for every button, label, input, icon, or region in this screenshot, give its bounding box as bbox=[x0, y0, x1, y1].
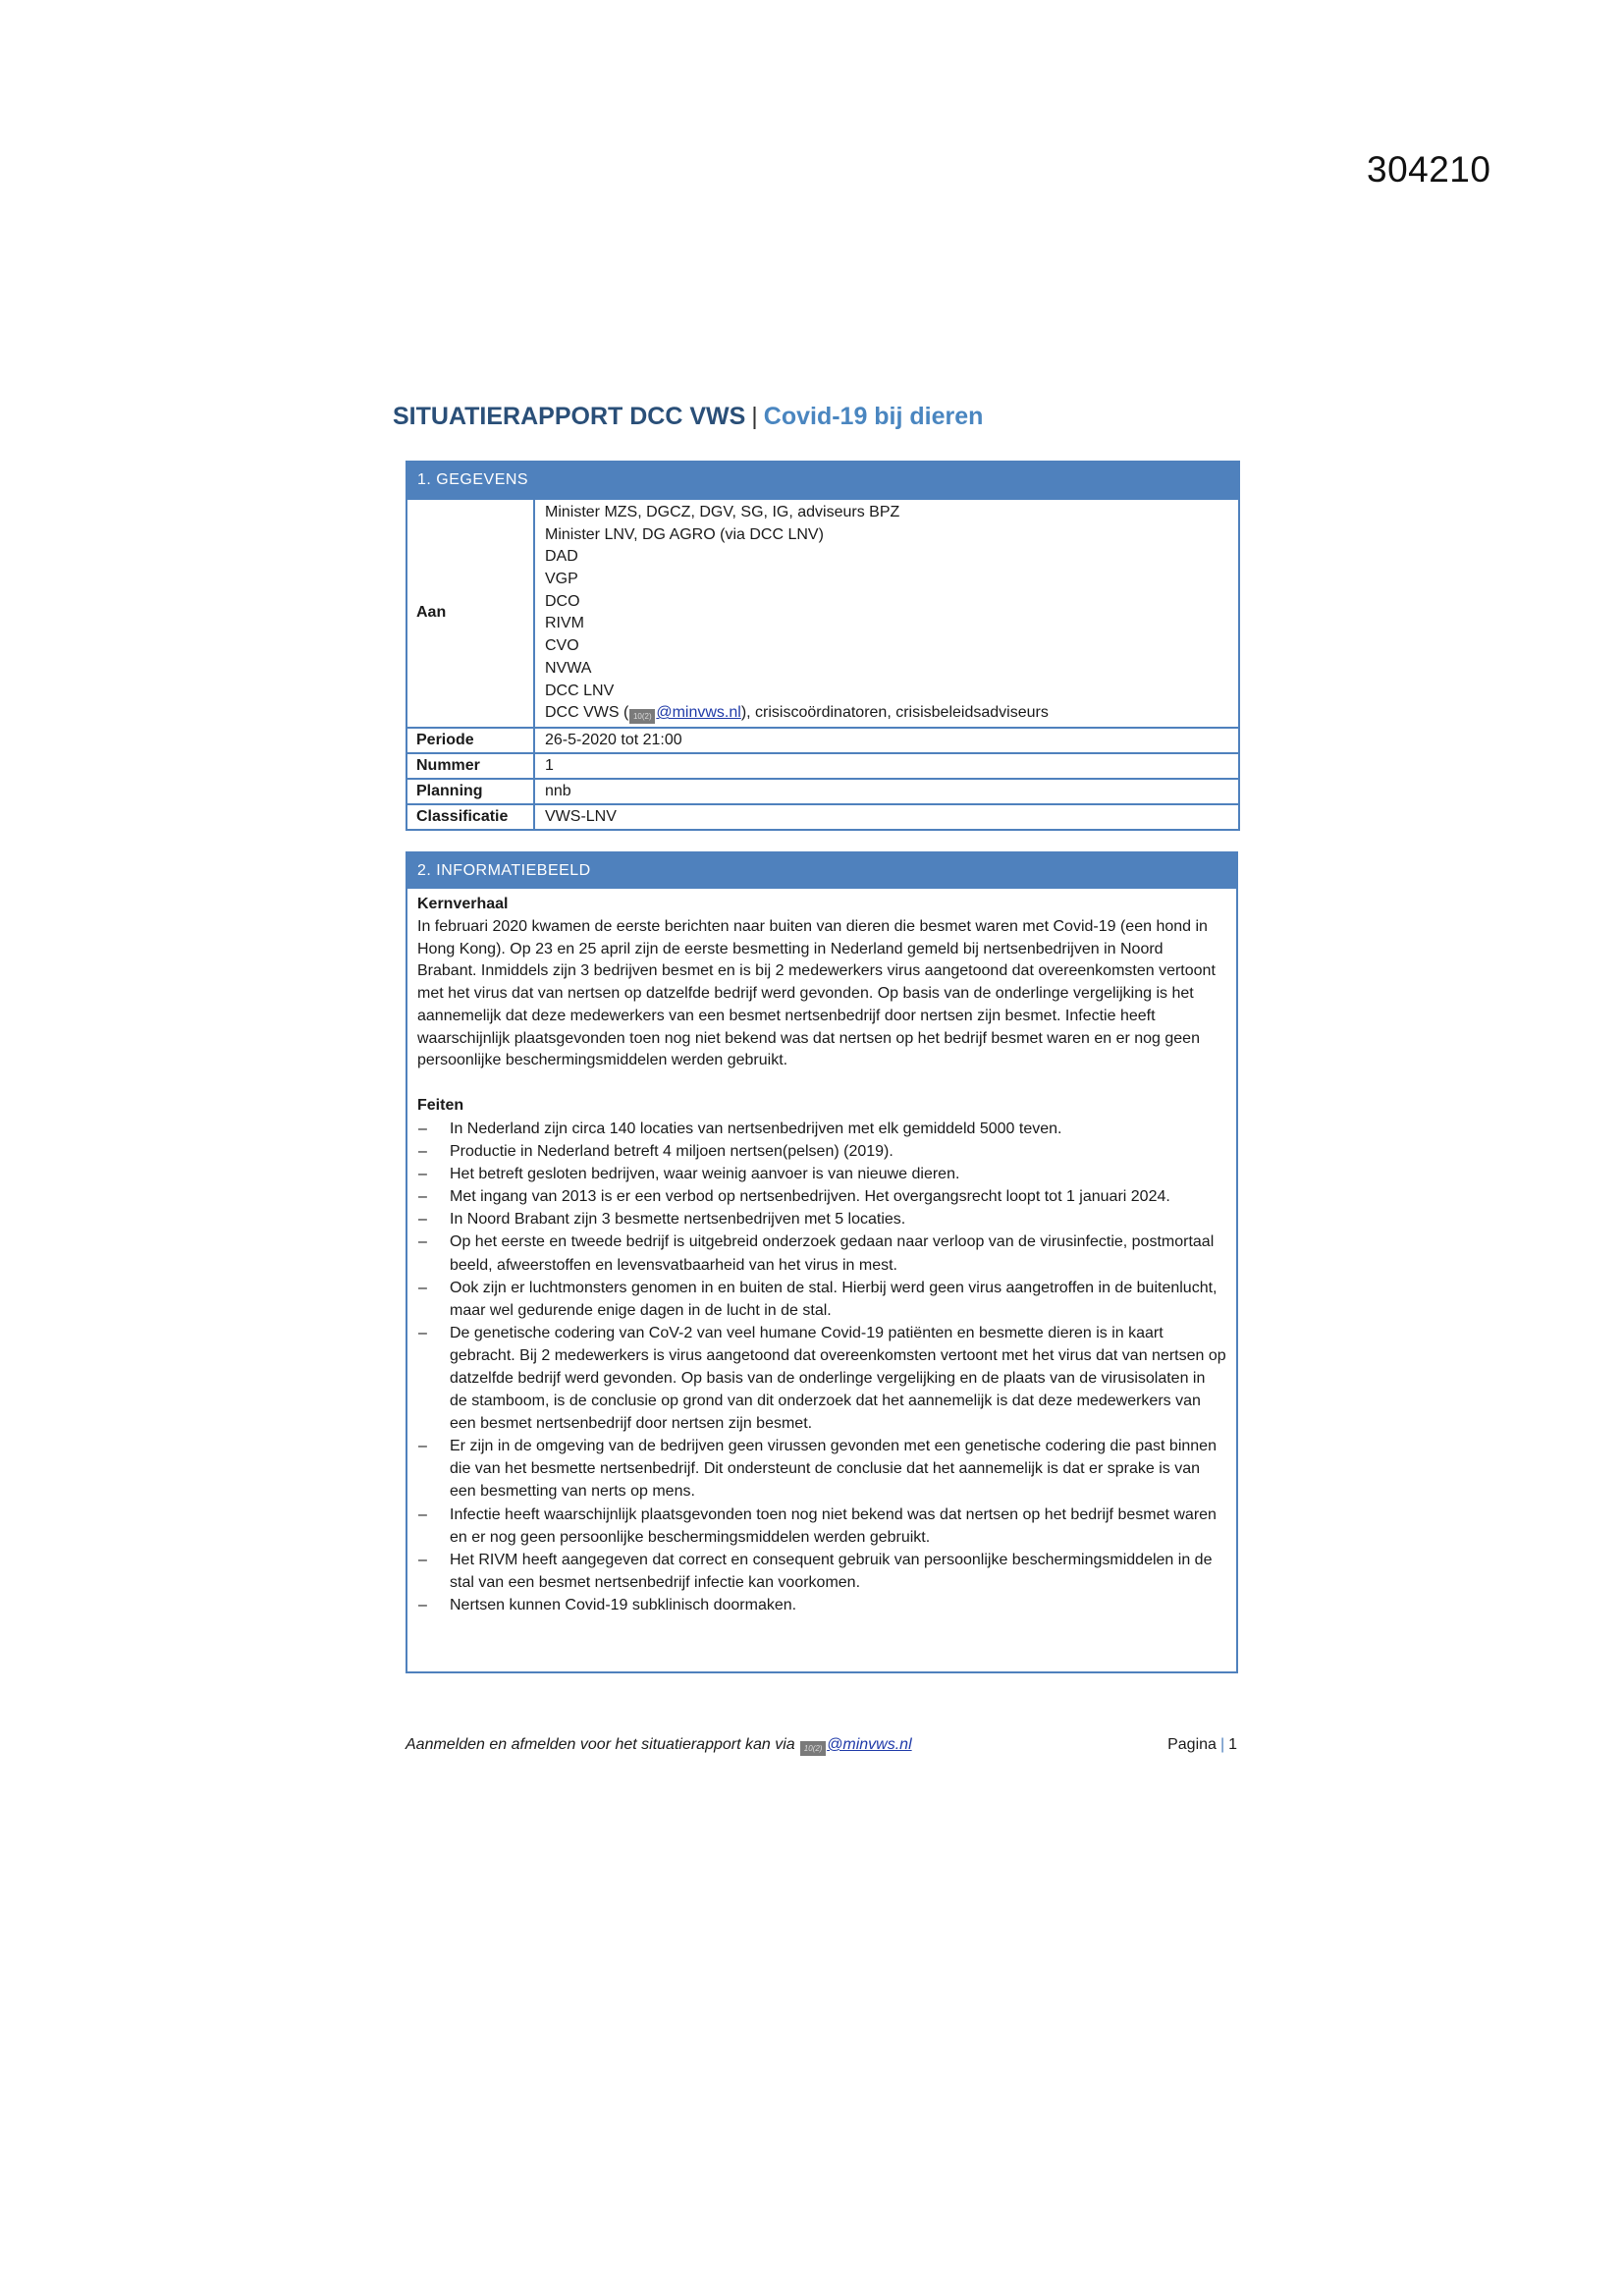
list-item: – Het betreft gesloten bedrijven, waar weinig aanvoer is van nieuwe dieren. bbox=[417, 1163, 1226, 1185]
row-value: 1 bbox=[545, 756, 554, 774]
page-label: Pagina bbox=[1167, 1736, 1217, 1753]
list-item: – Productie in Nederland betreft 4 miljoen nertsen(pelsen) (2019). bbox=[417, 1140, 1226, 1163]
recipient-line: RIVM bbox=[545, 615, 584, 632]
list-item: – Er zijn in de omgeving van de bedrijven geen virussen gevonden met een genetische codering die past binnen die van het besmette nertsenbedrijf. Dit ondersteunt de conclusie dat het aannemelijk is dat er sprake is van een besmetting van nerts op mens. bbox=[417, 1435, 1226, 1503]
section-gegevens bbox=[406, 461, 1240, 831]
row-aan bbox=[407, 498, 1238, 727]
recipient-line: Minister MZS, DGCZ, DGV, SG, IG, adviseurs BPZ bbox=[545, 504, 900, 520]
title-separator: | bbox=[751, 403, 758, 430]
row-label: Nummer bbox=[407, 754, 535, 778]
recipient-line: NVWA bbox=[545, 659, 592, 677]
list-item: – Ook zijn er luchtmonsters genomen in en buiten de stal. Hierbij werd geen virus aangetroffen in de buitenlucht, maar wel gedurende enige dagen in de lucht in de stal. bbox=[417, 1277, 1226, 1322]
recipient-line: CVO bbox=[545, 637, 579, 655]
row-value: VWS-LNV bbox=[545, 807, 617, 825]
recipient-suffix: ), crisiscoördinatoren, crisisbeleidsadviseurs bbox=[740, 704, 1049, 722]
list-item: – De genetische codering van CoV-2 van veel humane Covid-19 patiënten en besmette dieren is in kaart gebracht. Bij 2 medewerkers is virus aangetoond dat overeenkomsten vertoont met het virus dat van nertsen op datzelfde bedrijf werd gevonden. Op basis van de onderlinge vergelijking en de plaats van de virusisolaten in de stamboom, is de conclusie op grond van dit onderzoek dat het aannemelijk is dat deze medewerkers van een besmet nertsenbedrijf door nertsen zijn besmet. bbox=[417, 1322, 1226, 1435]
page-indicator bbox=[1167, 1736, 1237, 1754]
row-value: 26-5-2020 tot 21:00 bbox=[545, 731, 682, 748]
redaction-block: 10(2) bbox=[629, 709, 655, 724]
row-label: Planning bbox=[407, 780, 535, 803]
recipient-line: DCC LNV bbox=[545, 682, 615, 699]
row-label: Periode bbox=[407, 729, 535, 752]
section-gegevens-heading: 1. GEGEVENS bbox=[407, 463, 1238, 498]
recipient-line: Minister LNV, DG AGRO (via DCC LNV) bbox=[545, 525, 824, 543]
report-title bbox=[393, 403, 983, 431]
paragraph-spacer bbox=[417, 1072, 1226, 1095]
recipient-line: DCO bbox=[545, 592, 580, 610]
feiten-list bbox=[417, 1118, 1226, 1616]
footer-text: Aanmelden en afmelden voor het situatierapport kan via bbox=[406, 1736, 800, 1753]
section-informatiebeeld-body bbox=[407, 889, 1236, 1616]
list-item: – Het RIVM heeft aangegeven dat correct en consequent gebruik van persoonlijke beschermingsmiddelen in de stal van een besmet nertsenbedrijf infectie kan voorkomen. bbox=[417, 1549, 1226, 1594]
footer-subscribe-note bbox=[406, 1736, 912, 1756]
row-nummer bbox=[407, 752, 1238, 778]
row-planning bbox=[407, 778, 1238, 803]
row-classificatie bbox=[407, 803, 1238, 829]
recipient-line: VGP bbox=[545, 571, 578, 588]
list-item: – In Nederland zijn circa 140 locaties van nertsenbedrijven met elk gemiddeld 5000 teven. bbox=[417, 1118, 1226, 1140]
email-link[interactable]: @minvws.nl bbox=[656, 704, 741, 722]
kernverhaal-heading: Kernverhaal bbox=[417, 896, 509, 912]
section-informatiebeeld bbox=[406, 851, 1238, 1673]
list-item: – In Noord Brabant zijn 3 besmette nertsenbedrijven met 5 locaties. bbox=[417, 1208, 1226, 1230]
aan-recipients bbox=[535, 500, 1238, 727]
row-label: Classificatie bbox=[407, 805, 535, 829]
list-item: – Op het eerste en tweede bedrijf is uitgebreid onderzoek gedaan naar verloop van de virusinfectie, postmortaal beeld, afweerstoffen en levensvatbaarheid van het virus in mest. bbox=[417, 1230, 1226, 1276]
page-separator: | bbox=[1219, 1736, 1225, 1753]
report-title-main: SITUATIERAPPORT DCC VWS bbox=[393, 403, 746, 430]
row-value: nnb bbox=[545, 782, 571, 799]
page-number: 1 bbox=[1228, 1736, 1237, 1753]
recipient-prefix: DCC VWS ( bbox=[545, 704, 629, 722]
report-title-sub: Covid-19 bij dieren bbox=[763, 403, 984, 430]
recipient-line: DAD bbox=[545, 548, 578, 566]
document-number: 304210 bbox=[1367, 149, 1491, 190]
footer-email-link[interactable]: @minvws.nl bbox=[827, 1736, 912, 1753]
row-label: Aan bbox=[407, 500, 535, 727]
list-item: – Nertsen kunnen Covid-19 subklinisch doormaken. bbox=[417, 1594, 1226, 1616]
row-periode bbox=[407, 727, 1238, 752]
list-item: – Infectie heeft waarschijnlijk plaatsgevonden toen nog niet bekend was dat nertsen op het bedrijf besmet waren en er nog geen persoonlijke beschermingsmiddelen werden gebruikt. bbox=[417, 1503, 1226, 1549]
recipient-line-dcc-vws bbox=[545, 702, 1238, 725]
redaction-block: 10(2) bbox=[800, 1741, 826, 1756]
feiten-heading: Feiten bbox=[417, 1097, 464, 1115]
section-informatiebeeld-heading: 2. INFORMATIEBEELD bbox=[407, 853, 1236, 889]
kernverhaal-text: In februari 2020 kwamen de eerste berichten naar buiten van dieren die besmet waren met Covid-19 (een hond in Hong Kong). Op 23 en 25 april zijn de eerste besmetting in Nederland gemeld bij nertsenbedrijven in Noord Brabant. Inmiddels zijn 3 bedrijven besmet en is bij 2 medewerkers virus aangetoond dat overeenkomsten vertoont met het virus dat van nertsen op datzelfde bedrijf werd gevonden. Op basis van de onderlinge vergelijking is het aannemelijk dat deze medewerkers van een besmet nertsenbedrijf door nertsen zijn besmet. Infectie heeft waarschijnlijk plaatsgevonden toen nog niet bekend was dat nertsen op het bedrijf besmet waren en er nog geen persoonlijke beschermingsmiddelen werden gebruikt. bbox=[417, 917, 1216, 1069]
list-item: – Met ingang van 2013 is er een verbod op nertsenbedrijven. Het overgangsrecht loopt tot 1 januari 2024. bbox=[417, 1185, 1226, 1208]
